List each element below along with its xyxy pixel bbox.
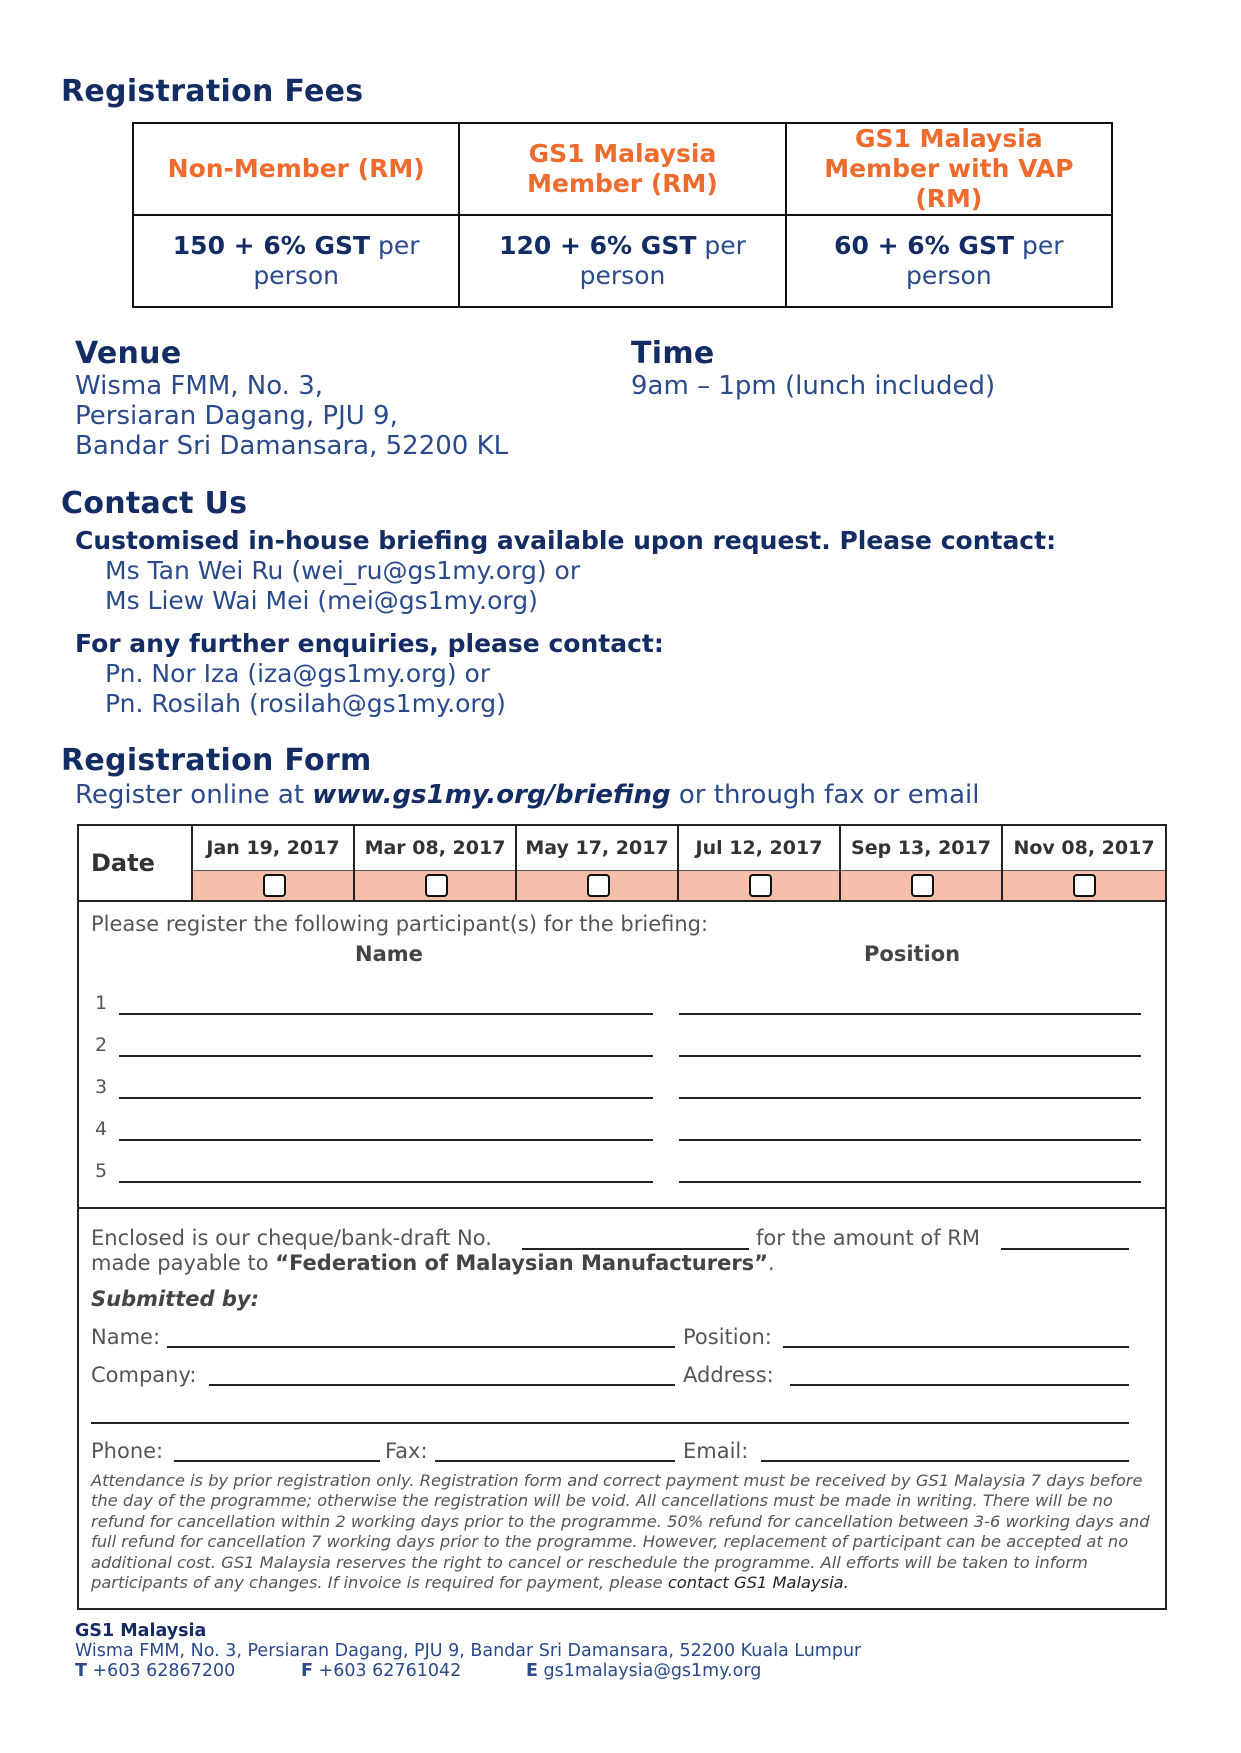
fax-label: F	[301, 1661, 313, 1681]
intro-prefix: Register online at	[75, 780, 313, 810]
fee-amount: 60 + 6% GST	[834, 231, 1015, 260]
contact-link[interactable]: contact GS1 Malaysia.	[667, 1573, 849, 1593]
registration-intro	[75, 780, 979, 810]
fee-amount: 150 + 6% GST	[172, 231, 371, 260]
address-label: Address:	[683, 1363, 774, 1387]
venue-line: Bandar Sri Damansara, 52200 KL	[75, 431, 509, 461]
date-checkbox[interactable]	[749, 874, 772, 897]
contact-line: Ms Tan Wei Ru (wei_ru@gs1my.org) or	[105, 556, 581, 585]
fee-unit: per	[1014, 231, 1064, 260]
tel-label: T	[75, 1661, 87, 1681]
participant-name-field[interactable]	[119, 1139, 653, 1141]
cheque-label: Enclosed is our cheque/bank-draft No.	[91, 1226, 492, 1250]
registration-form	[77, 824, 1167, 1610]
date-option	[193, 826, 355, 900]
date-option	[679, 826, 841, 900]
row-number: 5	[95, 1160, 108, 1182]
fees-heading: Registration Fees	[61, 74, 364, 109]
fees-value-non-member	[133, 215, 459, 307]
footer-org: GS1 Malaysia	[75, 1621, 207, 1641]
address-field-line2[interactable]	[91, 1422, 1129, 1424]
fee-amount: 120 + 6% GST	[499, 231, 697, 260]
participant-position-field[interactable]	[679, 1055, 1141, 1057]
participants-prompt: Please register the following participant(s) for the briefing:	[91, 912, 709, 936]
terms-fine-print	[91, 1471, 1157, 1593]
amount-field[interactable]	[1001, 1248, 1129, 1250]
terms-text: Attendance is by prior registration only. Registration form and correct payment must be received by GS1 Malaysia 7 days before the day of the programme; otherwise the registration will be void. All cancellations must be made in writing. There will be no refund for cancellation within 2 working days prior to the programme. 50% refund for cancellation between 3-6 working days and full refund for cancellation 7 working days prior to the programme. However, replacement of participant can be accepted at no additional cost. GS1 Malaysia reserves the right to cancel or reschedule the programme. All efforts will be taken to inform participants of any changes. If invoice is required for payment, please	[91, 1471, 1150, 1593]
date-option	[1003, 826, 1165, 900]
fee-unit-line2: person	[905, 261, 992, 290]
row-number: 1	[95, 992, 108, 1014]
position-column-header: Position	[864, 942, 961, 966]
phone-label: Phone:	[91, 1439, 164, 1463]
name-label: Name:	[91, 1325, 161, 1349]
tel-value: +603 62867200	[92, 1661, 236, 1681]
registration-heading: Registration Form	[61, 743, 372, 778]
submitted-by-label: Submitted by:	[91, 1287, 259, 1311]
fees-value-member	[459, 215, 785, 307]
contact-line: Pn. Nor Iza (iza@gs1my.org) or	[105, 659, 491, 688]
date-checkbox[interactable]	[425, 874, 448, 897]
contact-line: Pn. Rosilah (rosilah@gs1my.org)	[105, 689, 506, 718]
fax-field[interactable]	[435, 1460, 675, 1462]
payable-line	[91, 1251, 775, 1275]
venue-line: Wisma FMM, No. 3,	[75, 371, 324, 401]
fee-unit: per	[696, 231, 746, 260]
time-heading: Time	[631, 336, 715, 371]
email-label: Email:	[683, 1439, 749, 1463]
row-number: 4	[95, 1118, 108, 1140]
date-text: Nov 08, 2017	[1003, 826, 1165, 871]
date-option	[841, 826, 1003, 900]
payable-prefix: made payable to	[91, 1251, 276, 1275]
contact-heading: Contact Us	[61, 486, 248, 521]
venue-line: Persiaran Dagang, PJU 9,	[75, 401, 398, 431]
date-checkbox[interactable]	[911, 874, 934, 897]
phone-field[interactable]	[174, 1460, 380, 1462]
participant-name-field[interactable]	[119, 1097, 653, 1099]
fee-unit-line2: person	[579, 261, 666, 290]
row-number: 3	[95, 1076, 108, 1098]
payable-to: “Federation of Malaysian Manufacturers”	[275, 1251, 768, 1275]
email-label: E	[526, 1661, 538, 1681]
participant-position-field[interactable]	[679, 1181, 1141, 1183]
fee-unit-line2: person	[253, 261, 340, 290]
date-row	[79, 826, 1165, 902]
participant-name-field[interactable]	[119, 1181, 653, 1183]
venue-address	[75, 371, 508, 461]
company-field[interactable]	[209, 1384, 675, 1386]
date-text: Mar 08, 2017	[355, 826, 515, 871]
fees-header-member: GS1 Malaysia Member (RM)	[459, 123, 785, 215]
email-value[interactable]: gs1malaysia@gs1my.org	[543, 1661, 762, 1681]
date-text: Sep 13, 2017	[841, 826, 1001, 871]
fax-value: +603 62761042	[318, 1661, 462, 1681]
venue-heading: Venue	[75, 336, 182, 371]
contact-group-title: For any further enquiries, please contact:	[75, 629, 664, 658]
fees-table	[132, 122, 1113, 308]
name-column-header: Name	[355, 942, 423, 966]
contact-group-title: Customised in-house briefing available upon request. Please contact:	[75, 526, 1057, 555]
date-option	[517, 826, 679, 900]
date-text: Jan 19, 2017	[193, 826, 353, 871]
amount-label: for the amount of RM	[756, 1226, 981, 1250]
payable-suffix: .	[768, 1251, 775, 1275]
participant-position-field[interactable]	[679, 1097, 1141, 1099]
cheque-number-field[interactable]	[522, 1248, 749, 1250]
participant-name-field[interactable]	[119, 1013, 653, 1015]
position-label: Position:	[683, 1325, 772, 1349]
registration-link[interactable]: www.gs1my.org/briefing	[312, 780, 671, 810]
date-text: May 17, 2017	[517, 826, 677, 871]
date-option	[355, 826, 517, 900]
intro-suffix: or through fax or email	[670, 780, 980, 810]
cheque-line	[91, 1226, 492, 1250]
submitter-position-field[interactable]	[783, 1346, 1129, 1348]
fees-header-member-vap: GS1 Malaysia Member with VAP (RM)	[786, 123, 1112, 215]
company-label: Company:	[91, 1363, 197, 1387]
date-label: Date	[79, 826, 193, 900]
footer-email	[526, 1661, 761, 1681]
fax-label: Fax:	[385, 1439, 428, 1463]
email-field[interactable]	[761, 1460, 1129, 1462]
fees-header-non-member: Non-Member (RM)	[133, 123, 459, 215]
row-number: 2	[95, 1034, 108, 1056]
date-checkbox[interactable]	[587, 874, 610, 897]
date-checkbox[interactable]	[1073, 874, 1096, 897]
footer-address: Wisma FMM, No. 3, Persiaran Dagang, PJU 9, Bandar Sri Damansara, 52200 Kuala Lumpur	[75, 1641, 862, 1661]
participant-position-field[interactable]	[679, 1013, 1141, 1015]
form-divider	[79, 1207, 1165, 1209]
address-field[interactable]	[790, 1384, 1129, 1386]
fee-unit: per	[370, 231, 420, 260]
participant-position-field[interactable]	[679, 1139, 1141, 1141]
date-text: Jul 12, 2017	[679, 826, 839, 871]
fees-value-member-vap	[786, 215, 1112, 307]
time-value: 9am – 1pm (lunch included)	[631, 371, 996, 401]
submitter-name-field[interactable]	[167, 1346, 675, 1348]
footer-fax	[301, 1661, 461, 1681]
contact-line: Ms Liew Wai Mei (mei@gs1my.org)	[105, 586, 538, 615]
participant-name-field[interactable]	[119, 1055, 653, 1057]
date-checkbox[interactable]	[263, 874, 286, 897]
footer-phone	[75, 1661, 235, 1681]
